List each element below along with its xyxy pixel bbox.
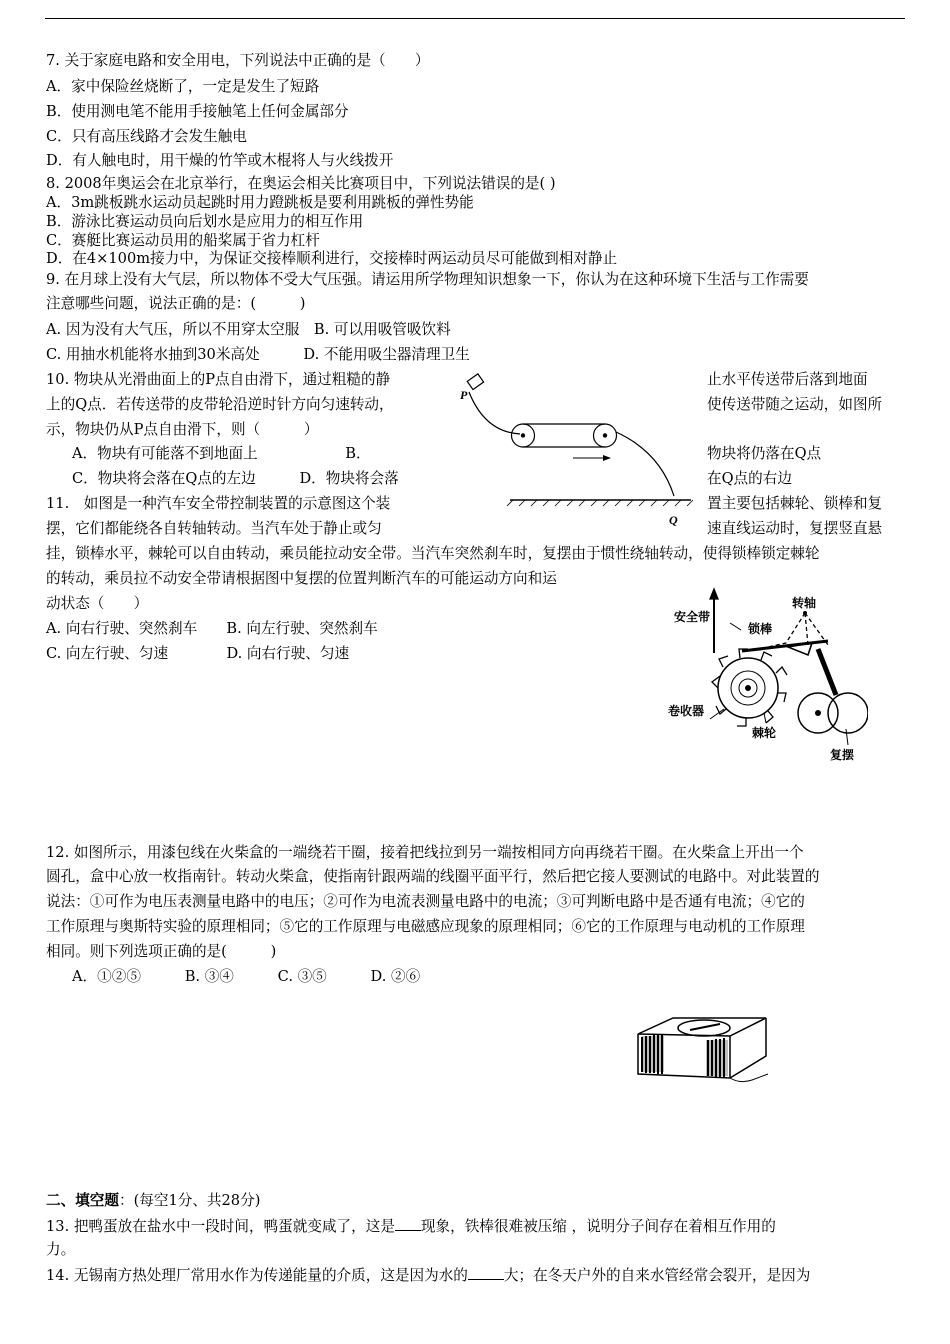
lock-bar [742, 641, 828, 651]
label-seatbelt: 安全带 [674, 610, 711, 624]
q7-option-b: B．使用测电笔不能用手接触笔上任何金属部分 [46, 103, 349, 120]
label-ratchet: 棘轮 [752, 726, 777, 740]
q8-option-d: D．在4×100m接力中，为保证交接棒顺利进行，交接棒时两运动员尽可能做到相对静止 [46, 250, 618, 267]
q7-option-d: D．有人触电时，用干燥的竹竿或木棍将人与火线拨开 [46, 152, 394, 169]
q14-part-b: 大；在冬天户外的自来水管经常会裂开，是因为 [503, 1267, 811, 1284]
q11-options-cd: C. 向左行驶、匀速 D. 向右行驶、匀速 [46, 645, 350, 662]
q13-blank-1[interactable] [395, 1216, 421, 1231]
q8-stem: 8. 2008年奥运会在北京举行，在奥运会相关比赛项目中，下列说法错误的是( ) [46, 175, 556, 192]
q11-line2-right: 速直线运动时，复摆竖直悬 [707, 520, 883, 537]
top-rule [45, 18, 905, 19]
q11-line4: 的转动，乘员拉不动安全带请根据图中复摆的位置判断汽车的可能运动方向和运 [46, 570, 557, 587]
seatbelt-mechanism-figure [668, 585, 868, 763]
pendulum-right-bob [828, 693, 868, 733]
q10-line1-right: 止水平传送带后落到地面 [707, 371, 868, 388]
q10-option-b-right: 物块将仍落在Q点 [707, 445, 822, 462]
q14-blank-1[interactable] [468, 1265, 504, 1280]
q11-line2-left: 摆，它们都能绕各自转轴转动。当汽车处于静止或匀 [46, 520, 382, 537]
q12-line4: 工作原理与奥斯特实验的原理相同；⑤它的工作原理与电磁感应现象的原理相同；⑥它的工作原理与电动机的工作原理 [46, 918, 805, 935]
q8-option-c: C．赛艇比赛运动员用的船桨属于省力杠杆 [46, 232, 320, 249]
label-reel: 卷收器 [668, 704, 705, 718]
q9-line1: 9. 在月球上没有大气层，所以物体不受大气压强。请运用所学物理知识想象一下，你认为在这种环境下生活与工作需要 [46, 271, 809, 288]
section2-header [46, 1191, 260, 1211]
q13-part-b: 现象，铁棒很难被压缩 ，说明分子间存在着相互作用的 [420, 1218, 776, 1235]
q10-line2-left: 上的Q点．若传送带的皮带轮沿逆时针方向匀速转动， [46, 396, 394, 413]
label-axis: 转轴 [792, 596, 817, 610]
q12-line3: 说法：①可作为电压表测量电路中的电压；②可作为电流表测量电路中的电流；③可判断电路中是否通有电流；④它的 [46, 893, 805, 910]
q7-option-c: C．只有高压线路才会发生触电 [46, 128, 247, 145]
q11-line1-left: 11. 如图是一种汽车安全带控制装置的示意图这个装 [46, 495, 391, 512]
right-coil-icon [706, 1040, 728, 1076]
q11-line1-right: 置主要包括棘轮、锁棒和复 [707, 495, 883, 512]
section2-heading: 二、填空题 [46, 1192, 119, 1209]
q10-options-cd-left: C．物块将会落在Q点的左边 D．物块将会落 [72, 470, 399, 487]
q12-line5: 相同。则下列选项正确的是( ) [46, 943, 277, 960]
q14-part-a: 14. 无锡南方热处理厂常用水作为传递能量的介质，这是因为水的 [46, 1267, 468, 1284]
conveyor-belt-figure [455, 372, 700, 532]
q9-options-cd: C. 用抽水机能将水抽到30米高处 D. 不能用吸尘器清理卫生 [46, 346, 470, 363]
q12-line1: 12. 如图所示，用漆包线在火柴盒的一端绕若干圈，接着把线拉到另一端按相同方向再绕若干圈。在火柴盒上开出一个 [46, 844, 804, 861]
compass-needle [690, 1024, 720, 1030]
fall-trajectory [616, 432, 674, 496]
q7-option-a: A．家中保险丝烧断了，一定是发生了短路 [46, 78, 320, 95]
q12-options: A．①②⑤ B. ③④ C. ③⑤ D. ②⑥ [72, 968, 421, 985]
q13-line1 [46, 1216, 776, 1237]
label-pendulum: 复摆 [830, 748, 855, 762]
pendulum-rod [818, 649, 836, 695]
q8-option-a: A．3m跳板跳水运动员起跳时用力蹬跳板是要利用跳板的弹性势能 [46, 194, 474, 211]
q10-line1-left: 10. 物块从光滑曲面上的P点自由滑下，通过粗糙的静 [46, 371, 391, 388]
q14-line1 [46, 1265, 810, 1286]
q11-line3: 挂，锁棒水平，棘轮可以自由转动，乘员能拉动安全带。当汽车突然刹车时，复摆由于惯性绕轴转动，使得锁棒锁定棘轮 [46, 545, 820, 562]
label-q: Q [669, 513, 678, 527]
q9-options-ab: A. 因为没有大气压，所以不用穿太空服 B. 可以用吸管吸饮料 [46, 321, 451, 338]
q13-part-a: 13. 把鸭蛋放在盐水中一段时间，鸭蛋就变咸了，这是 [46, 1218, 395, 1235]
matchbox-compass-figure [628, 1012, 778, 1090]
smooth-curve [469, 392, 520, 434]
left-coil-icon [642, 1036, 664, 1072]
q11-line5: 动状态（ ） [46, 595, 149, 612]
section2-note: ：(每空1分、共28分) [118, 1192, 261, 1209]
q13-line2: 力。 [46, 1241, 76, 1258]
q11-options-ab: A. 向右行驶、突然刹车 B. 向左行驶、突然刹车 [46, 620, 378, 637]
block-icon [467, 374, 483, 390]
q8-option-b: B．游泳比赛运动员向后划水是应用力的相互作用 [46, 213, 364, 230]
q10-line2-right: 使传送带随之运动，如图所 [707, 396, 883, 413]
q7-stem: 7. 关于家庭电路和安全用电，下列说法中正确的是（ ） [46, 52, 430, 69]
q9-line2: 注意哪些问题，说法正确的是：( ) [46, 295, 306, 312]
q10-options-ab-left: A．物块有可能落不到地面上 B． [72, 445, 371, 462]
label-lock-bar: 锁棒 [748, 622, 773, 636]
q12-line2: 圆孔，盒中心放一枚指南针。转动火柴盒，使指南针跟两端的线圈平面平行，然后把它接人要测试的电路中。对此装置的 [46, 868, 820, 885]
q10-option-d-right: 在Q点的右边 [707, 470, 792, 487]
q10-line3-left: 示，物块仍从P点自由滑下，则（ ） [46, 421, 319, 438]
label-p: P [460, 388, 468, 402]
